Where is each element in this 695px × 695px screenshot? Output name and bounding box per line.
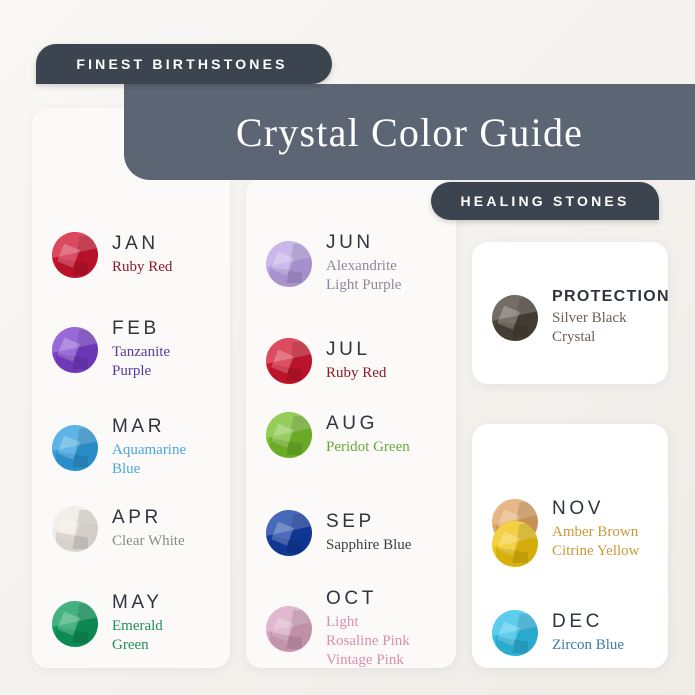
birthstone-row	[52, 318, 170, 381]
row-label	[326, 413, 410, 457]
row-label	[112, 507, 185, 551]
banner-right-label: HEALING STONES	[460, 193, 630, 209]
row-label	[112, 233, 172, 277]
month-name: JUL	[326, 339, 371, 360]
stone-name: Alexandrite Light Purple	[326, 258, 402, 293]
birthstone-row	[266, 232, 401, 295]
gem-icon-wrapper	[492, 295, 538, 341]
birthstone-row	[52, 416, 186, 479]
gem-icon	[266, 606, 312, 652]
birthstone-row	[492, 498, 640, 561]
category-name: PROTECTION	[552, 288, 670, 305]
gem-icon	[266, 510, 312, 556]
gem-icon	[52, 327, 98, 373]
month-name: OCT	[326, 588, 377, 609]
gem-icon-wrapper	[52, 506, 98, 552]
row-label	[326, 588, 410, 670]
gem-icon-wrapper	[266, 510, 312, 556]
stone-name: Silver Black Crystal	[552, 310, 627, 345]
month-name: NOV	[552, 498, 604, 519]
birthstone-row	[266, 412, 410, 458]
gem-icon	[492, 295, 538, 341]
page-title: Crystal Color Guide	[235, 109, 584, 155]
stone-name: Sapphire Blue	[326, 537, 412, 553]
gem-icon	[52, 425, 98, 471]
month-name: JUN	[326, 232, 374, 253]
month-name: MAR	[112, 416, 166, 437]
month-name: FEB	[112, 318, 160, 339]
row-label	[112, 592, 163, 655]
gem-icon-wrapper	[492, 610, 538, 656]
birthstone-row	[52, 232, 172, 278]
gem-icon	[52, 601, 98, 647]
gem-icon-wrapper	[52, 425, 98, 471]
gem-icon	[492, 521, 538, 567]
birthstone-row	[492, 288, 670, 347]
gem-icon-wrapper	[266, 241, 312, 287]
row-label	[552, 498, 640, 561]
stone-name: Clear White	[112, 533, 185, 549]
birthstone-row	[266, 338, 386, 384]
gem-icon	[52, 506, 98, 552]
row-label	[552, 611, 624, 655]
stone-name: Peridot Green	[326, 439, 410, 455]
month-name: DEC	[552, 611, 603, 632]
gem-icon	[266, 241, 312, 287]
gem-pair-icon	[492, 499, 538, 561]
stone-name: Zircon Blue	[552, 637, 625, 653]
row-label	[326, 339, 386, 383]
banner-left-label: FINEST BIRTHSTONES	[76, 56, 288, 72]
stone-name: Light Rosaline Pink Vintage Pink	[326, 614, 410, 668]
gem-icon-wrapper	[266, 412, 312, 458]
card-column-birthstones-1	[32, 108, 230, 668]
gem-icon	[52, 232, 98, 278]
gem-icon	[266, 412, 312, 458]
banner-finest-birthstones	[36, 44, 332, 84]
row-label	[112, 416, 186, 479]
gem-icon-wrapper	[52, 601, 98, 647]
row-label	[326, 232, 401, 295]
month-name: SEP	[326, 511, 375, 532]
stone-name: Aquamarine Blue	[112, 442, 187, 477]
stone-name: Ruby Red	[112, 259, 173, 275]
month-name: JAN	[112, 233, 159, 254]
birthstone-row	[52, 506, 185, 552]
gem-icon-wrapper	[52, 327, 98, 373]
month-name: APR	[112, 507, 162, 528]
stone-name: Amber Brown Citrine Yellow	[552, 524, 640, 559]
row-label	[326, 511, 411, 555]
title-block	[124, 84, 695, 180]
month-name: AUG	[326, 413, 378, 434]
gem-icon	[492, 610, 538, 656]
stone-name: Tanzanite Purple	[112, 344, 171, 379]
gem-icon-wrapper	[266, 606, 312, 652]
gem-icon-wrapper	[266, 338, 312, 384]
birthstone-row	[266, 588, 410, 670]
birthstone-row	[492, 610, 624, 656]
gem-icon-wrapper	[52, 232, 98, 278]
gem-icon	[266, 338, 312, 384]
birthstone-row	[52, 592, 163, 655]
birthstone-row	[266, 510, 411, 556]
month-name: MAY	[112, 592, 163, 613]
stone-name: Emerald Green	[112, 618, 163, 653]
stone-name: Ruby Red	[326, 365, 387, 381]
row-label	[552, 288, 670, 347]
row-label	[112, 318, 170, 381]
banner-healing-stones	[431, 182, 659, 220]
